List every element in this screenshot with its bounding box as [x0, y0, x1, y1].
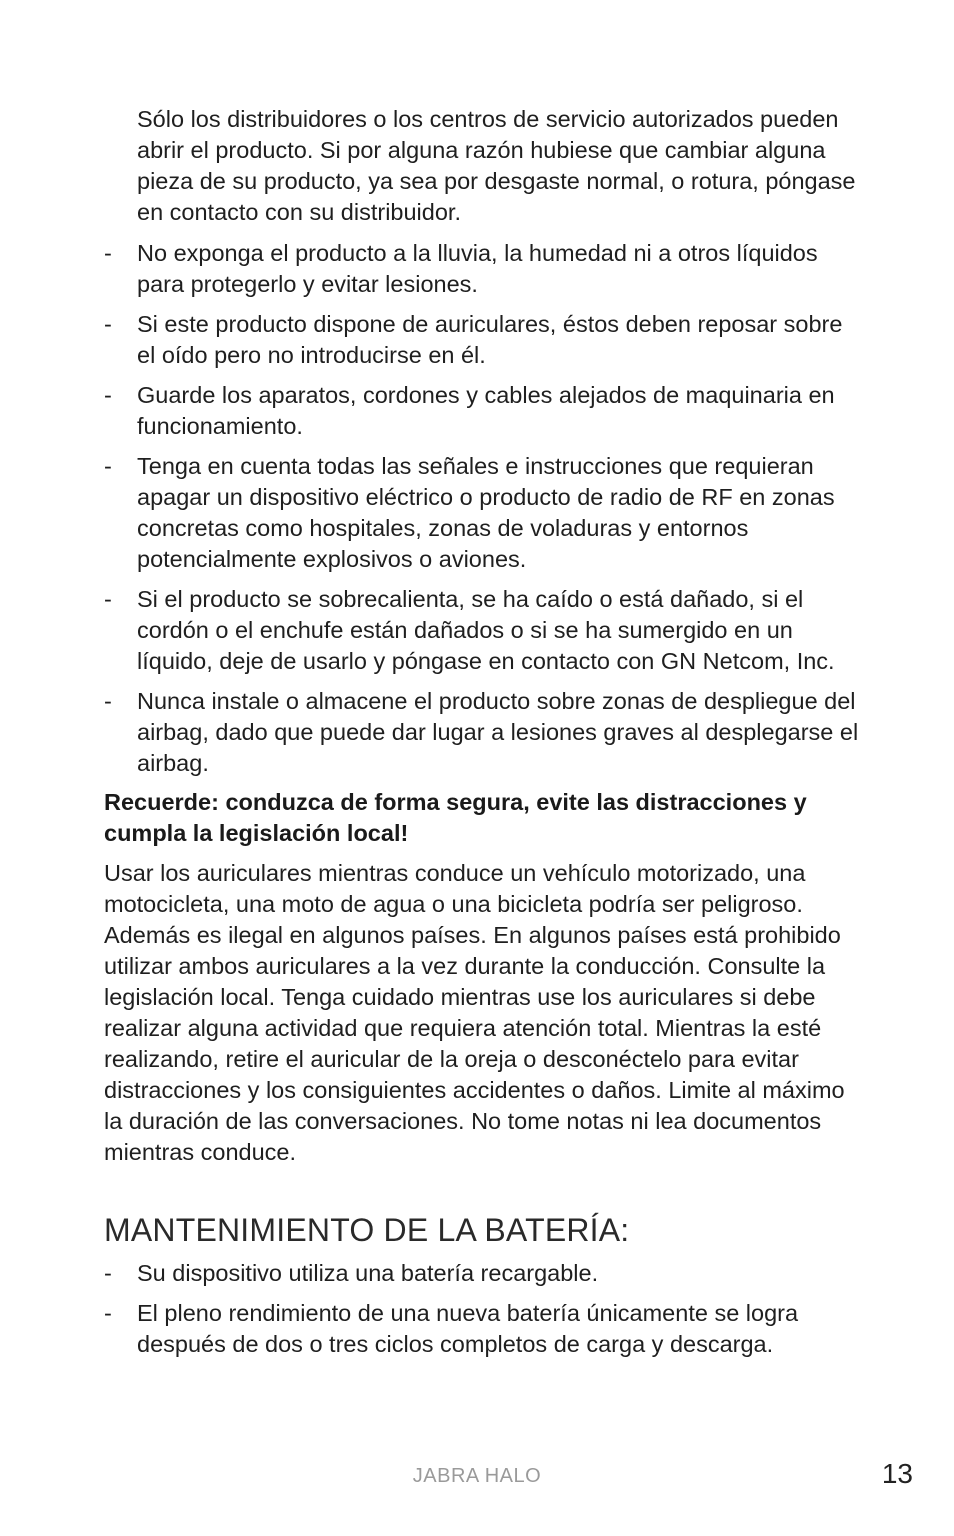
safety-list [104, 238, 864, 788]
intro-paragraph: Sólo los distribuidores o los centros de servicio autorizados pueden abrir el producto. Si por alguna razón hubiese que cambiar alguna pieza de su producto, ya sea por desgaste normal, o rotura, póngase en contacto con su distribuidor. [137, 106, 856, 225]
bullet-dash: - [104, 453, 112, 479]
bullet-dash: - [104, 1260, 112, 1286]
list-item-text: Tenga en cuenta todas las señales e instrucciones que requieran apagar un dispositivo eléctrico o producto de radio de RF en zonas concretas como hospitales, zonas de voladuras y entornos potencialmente explosivos o aviones. [137, 453, 835, 572]
footer-brand: JABRA HALO [412, 1465, 542, 1487]
bullet-dash: - [104, 382, 112, 408]
list-item [104, 1298, 864, 1360]
list-item [104, 584, 864, 677]
bullet-dash: - [104, 240, 112, 266]
page-number: 13 [881, 1458, 913, 1489]
list-item-text: No exponga el producto a la lluvia, la humedad ni a otros líquidos para protegerlo y evitar lesiones. [137, 240, 818, 297]
list-item-text: El pleno rendimiento de una nueva batería únicamente se logra después de dos o tres ciclos completos de carga y descarga. [137, 1300, 799, 1357]
battery-heading: MANTENIMIENTO DE LA BATERÍA: [104, 1212, 630, 1248]
list-item [104, 238, 864, 300]
list-item [104, 686, 864, 779]
bullet-dash: - [104, 688, 112, 714]
recuerde-heading: Recuerde: conduzca de forma segura, evite las distracciones y cumpla la legislación local! [104, 789, 807, 846]
list-item [104, 309, 864, 371]
list-item [104, 451, 864, 575]
list-item-text: Nunca instale o almacene el producto sobre zonas de despliegue del airbag, dado que puede dar lugar a lesiones graves al desplegarse el airbag. [137, 688, 859, 776]
list-item-text: Guarde los aparatos, cordones y cables alejados de maquinaria en funcionamiento. [137, 382, 835, 439]
driving-paragraph: Usar los auriculares mientras conduce un vehículo motorizado, una motocicleta, una moto de agua o una bicicleta podría ser peligroso. Además es ilegal en algunos países. En algunos países está prohibido utilizar ambos auriculares a la vez durante la conducción. Consulte la legislación local. Tenga cuidado mientras use los auriculares si debe realizar alguna actividad que requiera atención total. Mientras la esté realizando, retire el auricular de la oreja o desconéctelo para evitar distracciones y los consiguientes accidentes o daños. Limite al máximo la duración de las conversaciones. No tome notas ni lea documentos mientras conduce. [104, 860, 845, 1165]
list-item [104, 380, 864, 442]
list-item-text: Si el producto se sobrecalienta, se ha caído o está dañado, si el cordón o el enchufe están dañados o si se ha sumergido en un líquido, deje de usarlo y póngase en contacto con GN Netcom, Inc. [137, 586, 835, 674]
battery-list [104, 1258, 864, 1369]
bullet-dash: - [104, 1300, 112, 1326]
list-item-text: Su dispositivo utiliza una batería recargable. [137, 1260, 599, 1286]
bullet-dash: - [104, 311, 112, 337]
list-item [104, 1258, 864, 1289]
list-item-text: Si este producto dispone de auriculares, éstos deben reposar sobre el oído pero no introducirse en él. [137, 311, 843, 368]
bullet-dash: - [104, 586, 112, 612]
